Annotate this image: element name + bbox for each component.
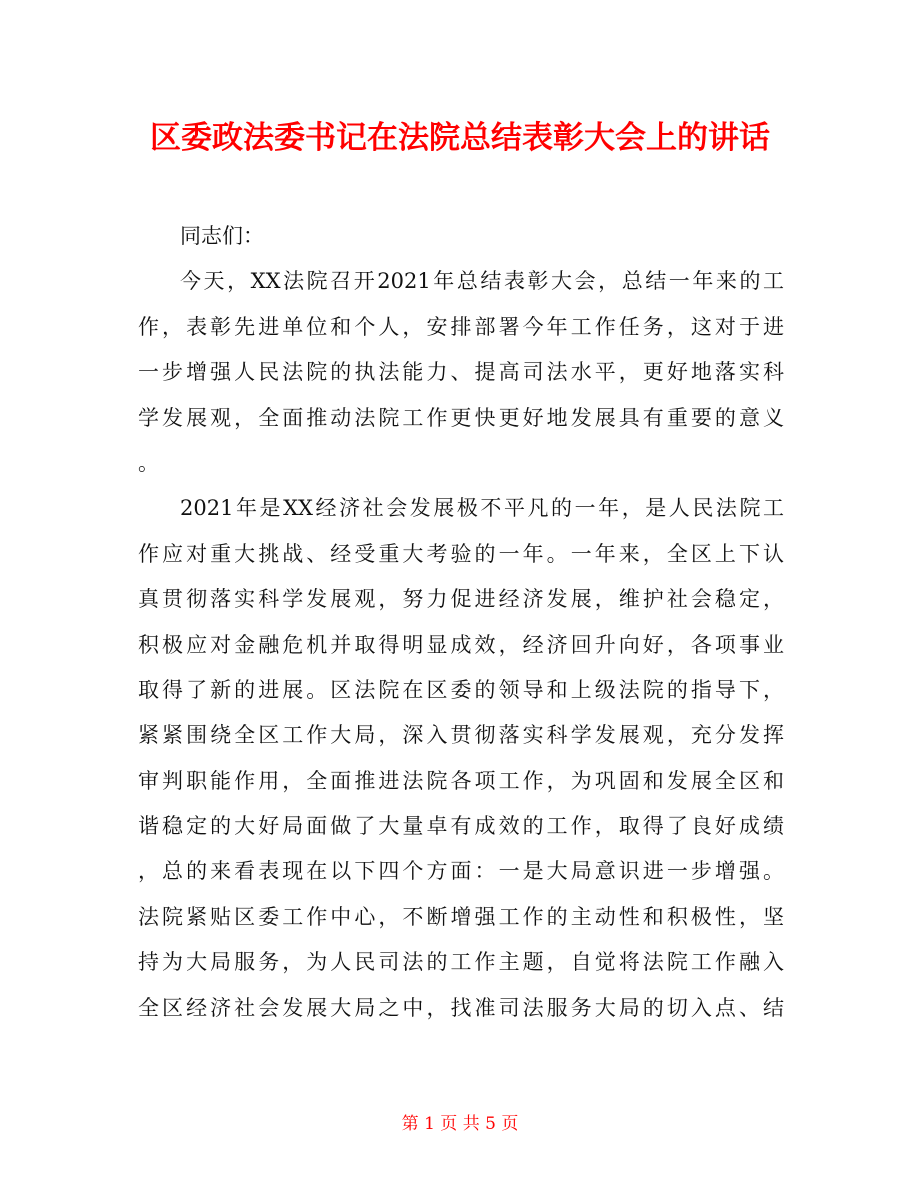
body-line: 持为大局服务，为人民司法的工作主题，自觉将法院工作融入 [138,950,784,975]
page-number-footer: 第 1 页 共 5 页 [401,1114,519,1134]
body-line: 取得了新的进展。区法院在区委的领导和上级法院的指导下， [138,677,784,702]
body-line: 一步增强人民法院的执法能力、提高司法水平，更好地落实科 [138,360,784,385]
body-line: 。 [138,450,159,475]
salutation-line: 同志们： [180,224,264,248]
body-line: 今天，XX法院召开2021年总结表彰大会，总结一年来的工 [180,269,784,294]
body-line: 紧紧围绕全区工作大局，深入贯彻落实科学发展观，充分发挥 [138,723,784,748]
body-line: 作应对重大挑战、经受重大考验的一年。一年来，全区上下认 [138,541,784,566]
body-line: 积极应对金融危机并取得明显成效，经济回升向好，各项事业 [138,632,784,657]
body-line: 2021年是XX经济社会发展极不平凡的一年，是人民法院工 [180,496,784,521]
document-title: 区委政法委书记在法院总结表彰大会上的讲话 [150,120,770,156]
document-body [138,214,784,1031]
body-line: ，总的来看表现在以下四个方面：一是大局意识进一步增强。 [138,859,784,884]
body-line: 谐稳定的大好局面做了大量卓有成效的工作，取得了良好成绩 [138,814,784,839]
body-line: 真贯彻落实科学发展观，努力促进经济发展，维护社会稳定， [138,587,784,612]
body-line: 审判职能作用，全面推进法院各项工作，为巩固和发展全区和 [138,768,784,793]
body-line: 学发展观，全面推动法院工作更快更好地发展具有重要的意义 [138,405,784,430]
body-line: 法院紧贴区委工作中心，不断增强工作的主动性和积极性，坚 [138,904,784,929]
body-line: 作，表彰先进单位和个人，安排部署今年工作任务，这对于进 [138,314,784,339]
body-line: 全区经济社会发展大局之中，找准司法服务大局的切入点、结 [138,995,784,1020]
